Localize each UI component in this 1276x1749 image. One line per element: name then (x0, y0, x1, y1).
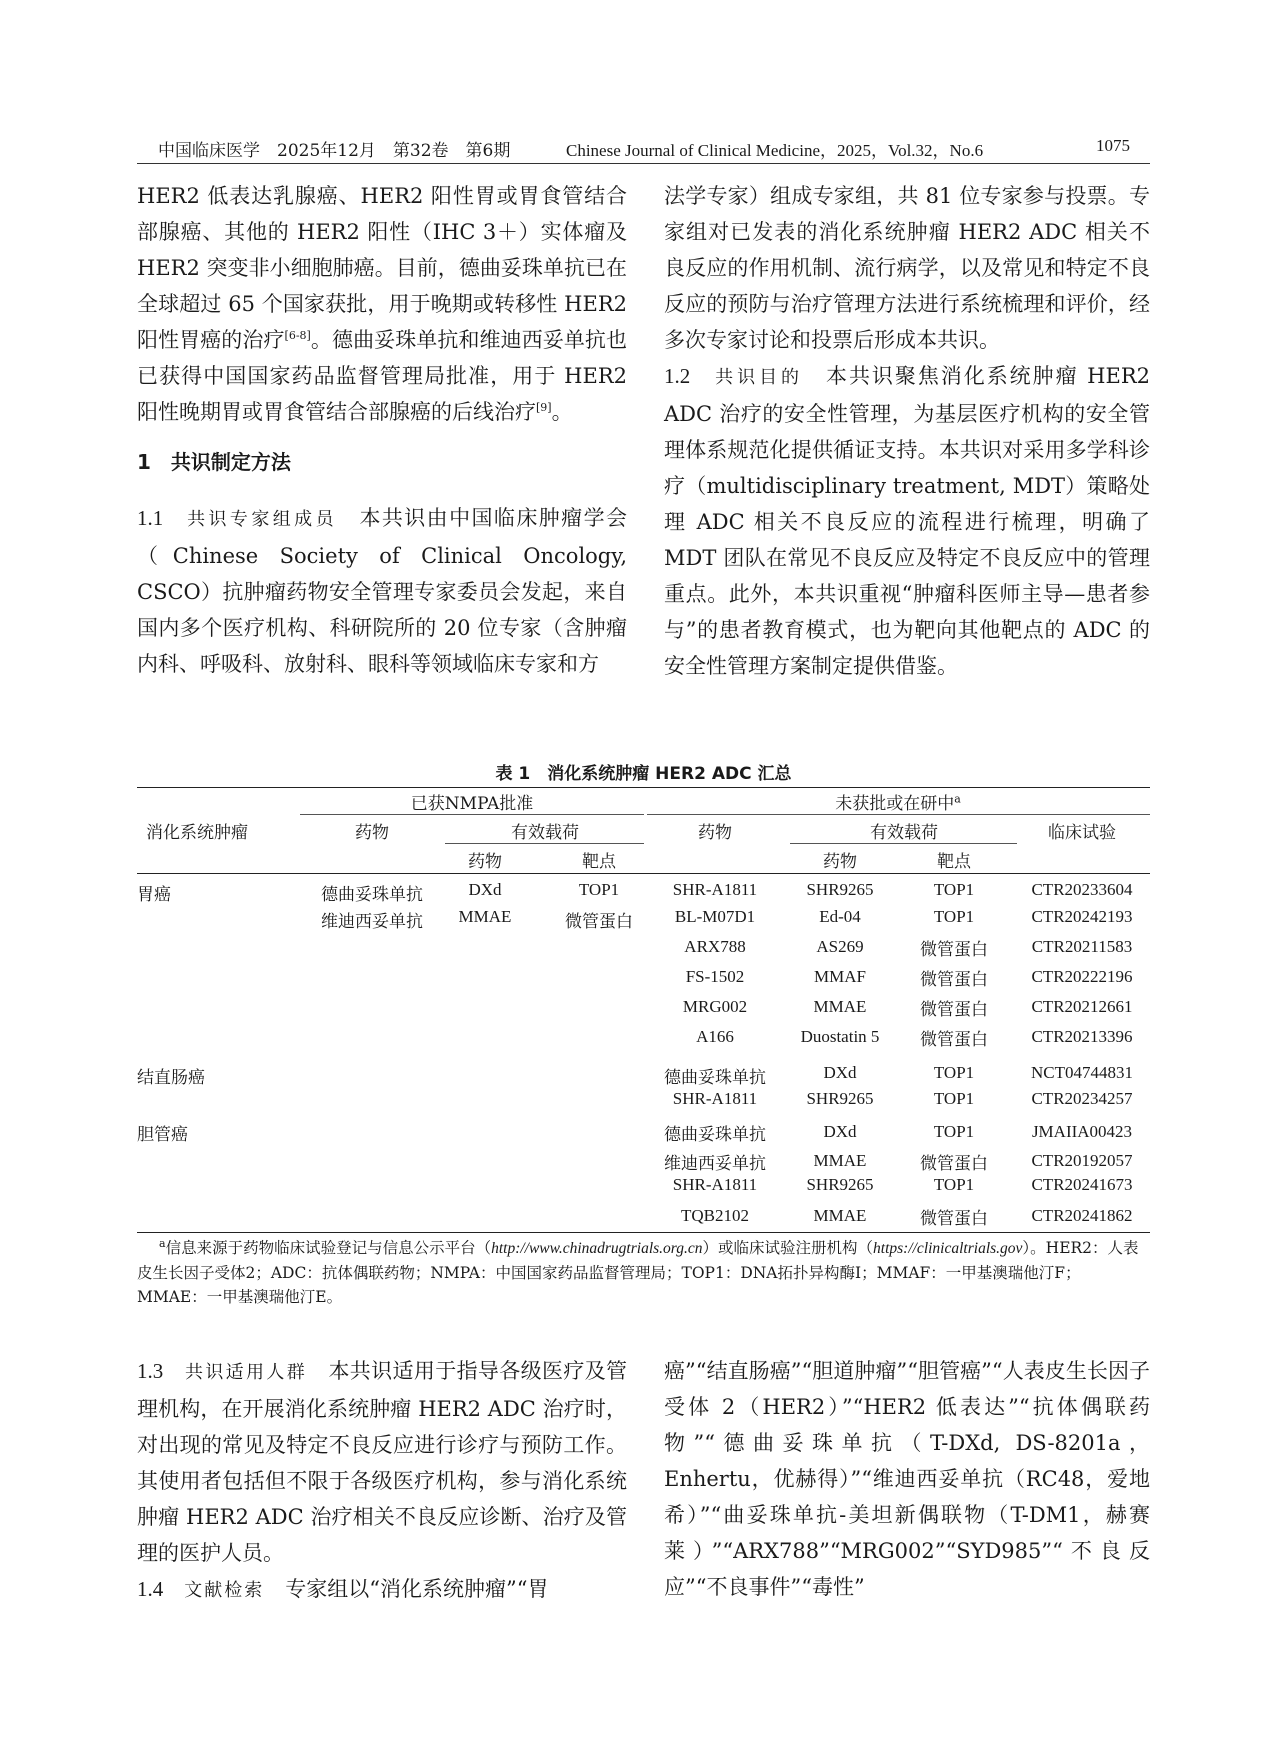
citation-9[interactable]: [9] (536, 401, 552, 414)
table-cell: TOP1 (933, 1122, 975, 1141)
header-payload-target-2: 靶点 (937, 852, 971, 872)
summary-table (137, 787, 1150, 1232)
tumor-biliary: 胆管癌 (137, 1125, 188, 1145)
table-row: MRG002 (682, 997, 748, 1016)
table-cell: 微管蛋白 (920, 940, 988, 960)
header-tumor: 消化系统肿瘤 (146, 823, 248, 843)
table-cell: 微管蛋白 (920, 970, 988, 990)
table-cell: MMAE (813, 1151, 867, 1170)
approved-payload-1: DXd (468, 880, 502, 899)
approved-drug-1: 德曲妥珠单抗 (321, 885, 423, 905)
table-bottom-rule (137, 1232, 1150, 1233)
header-unapproved: 未获批或在研中$^a$ (835, 792, 961, 814)
link-clinicaltrials[interactable]: https://clinicaltrials.gov (873, 1240, 1023, 1257)
payload-rule-1 (445, 843, 644, 844)
subsection-keyword: 文献检索 (184, 1580, 265, 1601)
page-number: 1075 (1096, 136, 1130, 155)
left-column-bottom (137, 1353, 627, 1609)
table-cell: Duostatin 5 (800, 1027, 880, 1046)
header-payload-drug-2: 药物 (823, 852, 857, 872)
table-cell: TOP1 (933, 1089, 975, 1108)
table-row: SHR-A1811 (672, 880, 758, 899)
table-row: A166 (696, 1027, 734, 1046)
journal-name-en: Chinese Journal of Clinical Medicine，2025，Vol.32，No.6 (566, 141, 984, 160)
table-cell: TOP1 (933, 1175, 975, 1194)
section-heading: 1 共识制定方法 (137, 450, 291, 474)
table-cell: 微管蛋白 (920, 1030, 988, 1050)
approved-payload-2: MMAE (458, 907, 512, 926)
table-row: FS-1502 (685, 967, 745, 986)
table-cell: SHR9265 (806, 1175, 874, 1194)
table-header-rule (137, 873, 1150, 874)
table-row: TQB2102 (681, 1206, 749, 1225)
table-row: SHR-A1811 (672, 1175, 758, 1194)
table-cell: AS269 (816, 937, 864, 956)
subsection-1-3: 1.3 共识适用人群 本共识适用于指导各级医疗及管理机构，在开展消化系统肿瘤 HER2 ADC 治疗时，对出现的常见及特定不良反应进行诊疗与预防工作。其使用者包括但不限于各级医疗机构，参与消化系统肿瘤 HER2 ADC 治疗相关不良反应诊断、治疗及管理的医护人员。 (137, 1359, 628, 1565)
table-cell: CTR20192057 (1031, 1151, 1133, 1170)
left-column-top (137, 178, 627, 682)
right-column-bottom (664, 1353, 1150, 1605)
subsection-1-4: 1.4 文献检索 专家组以“消化系统肿瘤”“胃 (137, 1577, 549, 1601)
table-cell: MMAE (813, 1206, 867, 1225)
expert-paragraph: 法学专家）组成专家组，共 81 位专家参与投票。专家组对已发表的消化系统肿瘤 HER2 ADC 相关不良反应的作用机制、流行病学，以及常见和特定不良反应的预防与治疗管理方法进行系统梳理和评价，经多次专家讨论和投票后形成本共识。 (664, 184, 1150, 352)
right-column-top (664, 178, 1150, 684)
approved-group-rule (300, 814, 644, 815)
table-cell: CTR20242193 (1031, 907, 1133, 926)
table-title: 表 1 消化系统肿瘤 HER2 ADC 汇总 (495, 764, 792, 784)
table-cell: NCT04744831 (1031, 1063, 1133, 1082)
table-cell: 微管蛋白 (920, 1154, 988, 1174)
header-trial: 临床试验 (1048, 823, 1116, 843)
table-row: 德曲妥珠单抗 (664, 1068, 766, 1088)
table-cell: CTR20241862 (1031, 1206, 1133, 1225)
approved-target-1: TOP1 (578, 880, 620, 899)
table-footnote: $^a$信息来源于药物临床试验登记与信息公示平台（http://www.chinadrugtrials.org.cn）或临床试验注册机构（https://clinicaltrials.gov）。HER2：人表皮生长因子受体2；ADC：抗体偶联药物；NMPA：中国国家药品监督管理局；TOP1：DNA拓扑异构酶Ⅰ；MMAF：一甲基澳瑞他汀F；MMAE：一甲基澳瑞他汀E。 (137, 1236, 1139, 1306)
table-cell: 微管蛋白 (920, 1209, 988, 1229)
subsection-keyword: 共识目的 (715, 367, 804, 388)
table-cell: CTR20211583 (1031, 937, 1133, 956)
table-cell: TOP1 (933, 880, 975, 899)
tumor-gastric: 胃癌 (137, 885, 171, 905)
table-cell: MMAF (814, 967, 866, 986)
unapproved-group-rule (647, 814, 1150, 815)
table-cell: CTR20222196 (1031, 967, 1133, 986)
table-row: 维迪西妥单抗 (664, 1154, 766, 1174)
table-cell: TOP1 (933, 1063, 975, 1082)
header-approved: 已获NMPA批准 (410, 794, 534, 814)
citation-6-8[interactable]: [6-8] (284, 329, 311, 342)
table-cell: SHR9265 (806, 1089, 874, 1108)
header-payload: 有效载荷 (511, 823, 579, 843)
subsection-1-1: 1.1 共识专家组成员 本共识由中国临床肿瘤学会（Chinese Society of Clinical Oncology, CSCO）抗肿瘤药物安全管理专家委员会发起，来自国内多个医疗机构、科研院所的 20 位专家（含肿瘤内科、呼吸科、放射科、眼科等领域临床专家和方 (137, 506, 628, 676)
table-cell: DXd (823, 1063, 857, 1082)
subsection-keyword: 共识适用人群 (184, 1362, 308, 1383)
table-cell: CTR20241673 (1031, 1175, 1133, 1194)
header-rule (137, 163, 1150, 164)
table-cell: DXd (823, 1122, 857, 1141)
subsection-1-2: 1.2 共识目的 本共识聚焦消化系统肿瘤 HER2 ADC 治疗的安全性管理，为基层医疗机构的安全管理体系规范化提供循证支持。本共识对采用多学科诊疗（multidisciplinary treatment, MDT）策略处理 ADC 相关不良反应的流程进行梳理，明确了 MDT 团队在常见不良反应及特定不良反应中的管理重点。此外，本共识重视“肿瘤科医师主导—患者参与”的患者教育模式，也为靶向其他靶点的 ADC 的安全性管理方案制定提供借鉴。 (664, 364, 1151, 678)
tumor-colorectal: 结直肠癌 (137, 1068, 205, 1088)
journal-name-cn: 中国临床医学 2025年12月 第32卷 第6期 (158, 141, 511, 161)
table-top-rule (137, 787, 1150, 788)
table-cell: TOP1 (933, 907, 975, 926)
table-cell: CTR20213396 (1031, 1027, 1133, 1046)
table-cell: MMAE (813, 997, 867, 1016)
link-chinadrugtrials[interactable]: http://www.chinadrugtrials.org.cn (491, 1240, 703, 1257)
header-payload-target: 靶点 (582, 852, 616, 872)
search-terms-paragraph: 癌”“结直肠癌”“胆道肿瘤”“胆管癌”“人表皮生长因子受体 2（HER2）”“HER2 低表达”“抗体偶联药物”“德曲妥珠单抗（T-DXd, DS-8201a，Enhertu，优赫得）”“维迪西妥单抗（RC48，爱地希）”“曲妥珠单抗-美坦新偶联物（T-DM1，赫赛莱）”“ARX788”“MRG002”“SYD985”“不良反应”“不良事件”“毒性” (664, 1359, 1150, 1599)
running-header (0, 136, 1276, 162)
table-cell: Ed-04 (819, 907, 861, 926)
payload-rule-2 (790, 843, 1017, 844)
table-cell: SHR9265 (806, 880, 874, 899)
table-cell: JMAIIA00423 (1031, 1122, 1133, 1141)
header-payload-2: 有效载荷 (870, 823, 938, 843)
subsection-keyword: 共识专家组成员 (187, 509, 338, 530)
approved-target-2: 微管蛋白 (565, 912, 633, 932)
table-row: 德曲妥珠单抗 (664, 1125, 766, 1145)
header-drug-2: 药物 (698, 823, 732, 843)
table-cell: CTR20233604 (1031, 880, 1133, 899)
approved-drug-2: 维迪西妥单抗 (321, 912, 423, 932)
header-payload-drug: 药物 (468, 852, 502, 872)
table-row: BL-M07D1 (674, 907, 756, 926)
table-row: SHR-A1811 (672, 1089, 758, 1108)
table-cell: CTR20234257 (1031, 1089, 1133, 1108)
intro-paragraph: HER2 低表达乳腺癌、HER2 阳性胃或胃食管结合部腺癌、其他的 HER2 阳性（IHC 3＋）实体瘤及 HER2 突变非小细胞肺癌。目前，德曲妥珠单抗已在全球超过 65 个国家获批，用于晚期或转移性 HER2 阳性胃癌的治疗[6-8]。德曲妥珠单抗和维迪西妥单抗也已获得中国国家药品监督管理局批准，用于 HER2 阳性晚期胃或胃食管结合部腺癌的后线治疗[9]。 (137, 184, 628, 424)
table-cell: 微管蛋白 (920, 1000, 988, 1020)
table-cell: CTR20212661 (1031, 997, 1133, 1016)
table-row: ARX788 (684, 937, 746, 956)
header-drug: 药物 (355, 823, 389, 843)
